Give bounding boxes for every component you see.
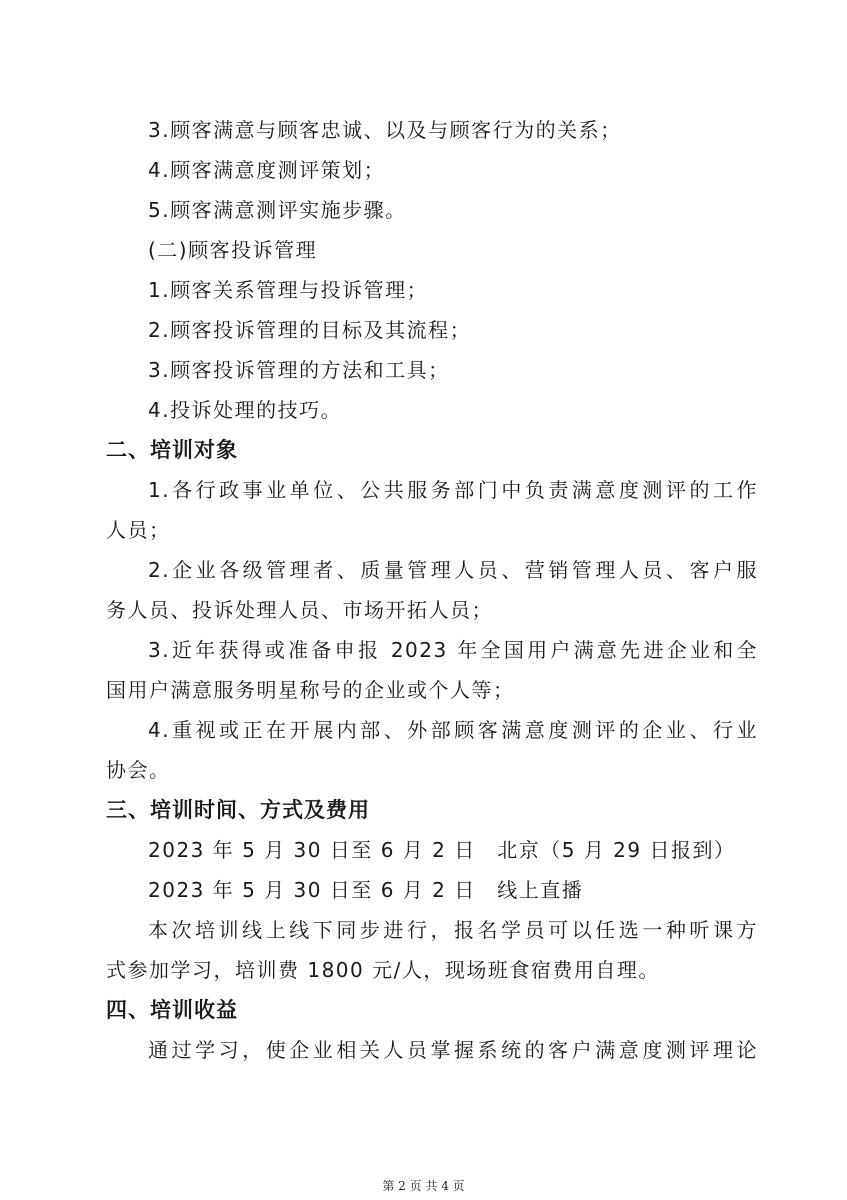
list-item: 4.顾客满意度测评策划；: [148, 158, 386, 182]
page-number-footer: 第 2 页 共 4 页: [382, 1179, 465, 1193]
list-item: 3.顾客满意与顾客忠诚、以及与顾客行为的关系；: [148, 118, 622, 142]
subsection-title: (二)顾客投诉管理: [148, 238, 318, 262]
list-item: 4.投诉处理的技巧。: [148, 398, 343, 422]
list-item: 3.顾客投诉管理的方法和工具；: [148, 358, 450, 382]
schedule-line: 2023 年 5 月 30 日至 6 月 2 日 线上直播: [148, 878, 584, 902]
section-heading-time-method-fees: 三、培训时间、方式及费用: [106, 798, 370, 822]
paragraph-line: 人员；: [106, 518, 171, 542]
list-item: 5.顾客满意测评实施步骤。: [148, 198, 407, 222]
list-item: 1.顾客关系管理与投诉管理；: [148, 278, 429, 302]
paragraph-line: 通过学习，使企业相关人员掌握系统的客户满意度测评理论: [148, 1038, 758, 1062]
paragraph-line: 协会。: [106, 758, 171, 782]
schedule-line: 2023 年 5 月 30 日至 6 月 2 日 北京（5 月 29 日报到）: [148, 838, 736, 862]
paragraph-line: 1.各行政事业单位、公共服务部门中负责满意度测评的工作: [148, 478, 758, 502]
paragraph-line: 3.近年获得或准备申报 2023 年全国用户满意先进企业和全: [148, 638, 758, 662]
paragraph-line: 国用户满意服务明星称号的企业或个人等；: [106, 678, 515, 702]
paragraph-line: 本次培训线上线下同步进行，报名学员可以任选一种听课方: [148, 918, 758, 942]
list-item: 2.顾客投诉管理的目标及其流程；: [148, 318, 472, 342]
paragraph-line: 式参加学习，培训费 1800 元/人，现场班食宿费用自理。: [106, 958, 660, 982]
document-body: [106, 110, 758, 1070]
paragraph-line: 务人员、投诉处理人员、市场开拓人员；: [106, 598, 493, 622]
paragraph-line: 4.重视或正在开展内部、外部顾客满意度测评的企业、行业: [148, 718, 758, 742]
section-heading-training-targets: 二、培训对象: [106, 438, 238, 462]
section-heading-training-benefits: 四、培训收益: [106, 998, 238, 1022]
paragraph-line: 2.企业各级管理者、质量管理人员、营销管理人员、客户服: [148, 558, 758, 582]
